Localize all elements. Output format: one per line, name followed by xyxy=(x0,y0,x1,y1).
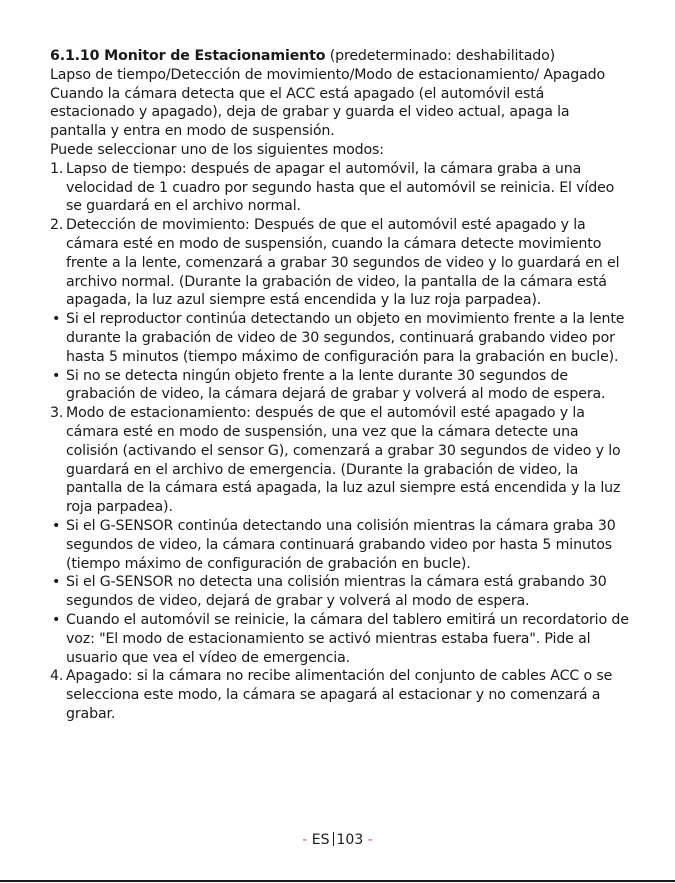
footer-dash-right: - xyxy=(367,832,373,848)
bullet-item xyxy=(50,517,630,573)
bullet-item xyxy=(50,367,630,405)
page-footer xyxy=(0,831,675,849)
mode-number: 4. xyxy=(50,668,64,685)
bullet-item xyxy=(50,611,630,667)
select-line: Puede seleccionar uno de los siguientes modos: xyxy=(50,141,384,158)
mode-text: Modo de estacionamiento: después de que el automóvil esté apagado y la cámara esté en modo de suspensión, una vez que la cámara detecte una colisión (activando el sensor G), comenzará a grabar 30 segundos de video y lo guardará en el archivo de emergencia. (Durante la grabación de video, la pantalla de la cámara está apagada, la luz azul siempre está encendida y la luz roja parpadea). xyxy=(66,405,621,516)
mode-text: Detección de movimiento: Después de que el automóvil esté apagado y la cámara esté en modo de suspensión, cuando la cámara detecte movimiento frente a la lente, comenzará a grabar 30 segundos de video y lo guardará en el archivo normal. (Durante la grabación de video, la pantalla de la cámara está apagada, la luz azul siempre está encendida y la luz roja parpadea). xyxy=(66,217,620,309)
bullet-text: Si el G-SENSOR continúa detectando una colisión mientras la cámara graba 30 segundos de video, la cámara continuará grabando video por hasta 5 minutos (tiempo máximo de configuración de grabación en bucle). xyxy=(66,517,616,572)
mode-item-4 xyxy=(50,667,630,723)
footer-page-number: 103 xyxy=(336,832,364,848)
footer-dash-left: - xyxy=(302,832,308,848)
mode-item-3 xyxy=(50,404,630,517)
mode-item-2 xyxy=(50,216,630,310)
section-default-note: (predeterminado: deshabilitado) xyxy=(325,48,556,64)
bullet-text: Si el reproductor continúa detectando un objeto en movimiento frente a la lente durante la grabación de video de 30 segundos, continuará grabando video por hasta 5 minutos (tiempo máximo de configuración para la grabación en bucle). xyxy=(66,311,625,365)
mode-number: 2. xyxy=(50,217,64,234)
section-title: 6.1.10 Monitor de Estacionamiento xyxy=(50,48,326,64)
mode-text: Apagado: si la cámara no recibe alimentación del conjunto de cables ACC o se selecciona este modo, la cámara se apagará al estacionar y no comenzará a grabar. xyxy=(66,668,613,722)
bullet-item xyxy=(50,573,630,611)
intro-paragraph: Cuando la cámara detecta que el ACC está apagado (el automóvil está estacionado y apagado), deja de grabar y guarda el video actual, apaga la pantalla y entra en modo de suspensión. xyxy=(50,85,570,140)
bullet-icon: • xyxy=(52,367,61,384)
bullet-icon: • xyxy=(52,311,61,328)
bullet-text: Si el G-SENSOR no detecta una colisión mientras la cámara está grabando 30 segundos de video, dejará de grabar y volverá al modo de espera. xyxy=(66,574,607,610)
bullet-icon: • xyxy=(52,611,61,628)
bullet-text: Si no se detecta ningún objeto frente a la lente durante 30 segundos de grabación de video, la cámara dejará de grabar y volverá al modo de espera. xyxy=(66,367,606,403)
mode-number: 1. xyxy=(50,160,64,177)
footer-language: ES xyxy=(311,832,330,848)
options-line: Lapso de tiempo/Detección de movimiento/Modo de estacionamiento/ Apagado xyxy=(50,66,606,83)
mode-item-1 xyxy=(50,160,630,216)
mode-number: 3. xyxy=(50,405,64,422)
mode-text: Lapso de tiempo: después de apagar el automóvil, la cámara graba a una velocidad de 1 cuadro por segundo hasta que el automóvil se reinicia. El vídeo se guardará en el archivo normal. xyxy=(66,160,615,215)
bullet-text: Cuando el automóvil se reinicie, la cámara del tablero emitirá un recordatorio de voz: "El modo de estacionamiento se activó mientras estaba fuera". Pide al usuario que vea el vídeo de emergencia. xyxy=(66,611,629,666)
bottom-rule xyxy=(0,880,675,882)
bullet-icon: • xyxy=(52,517,61,534)
section-heading xyxy=(50,47,630,66)
bullet-item xyxy=(50,310,630,366)
footer-separator xyxy=(333,832,334,846)
manual-content xyxy=(50,47,630,724)
bullet-icon: • xyxy=(52,574,61,591)
